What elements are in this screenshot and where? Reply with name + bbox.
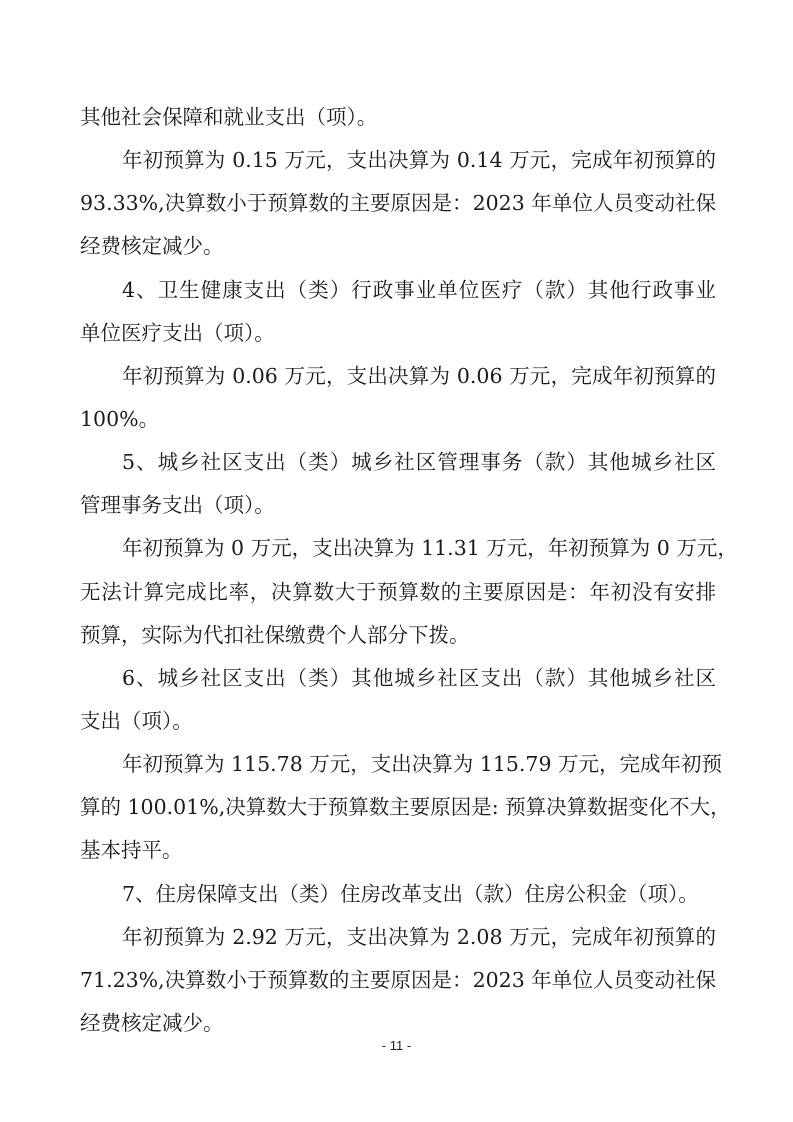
text-line: 年初预算为 115.78 万元，支出决算为 115.79 万元，完成年初预 <box>122 752 723 777</box>
page-number: - 11 - <box>381 1038 412 1053</box>
paragraph <box>80 441 716 527</box>
paragraph <box>80 96 716 139</box>
text-line: 预算，实际为代扣社保缴费个人部分下拨。 <box>80 622 470 647</box>
text-line: 6、城乡社区支出（类）其他城乡社区支出（款）其他城乡社区 <box>122 665 716 690</box>
paragraph <box>80 873 716 916</box>
text-line: 基本持平。 <box>80 838 183 863</box>
paragraph <box>80 527 738 656</box>
text-line: 年初预算为 2.92 万元，支出决算为 2.08 万元，完成年初预算的 <box>122 924 716 949</box>
text-line: 经费核定减少。 <box>80 1010 224 1035</box>
text-line: 71.23%,决算数小于预算数的主要原因是：2023 年单位人员变动社保 <box>80 967 716 992</box>
text-line: 93.33%,决算数小于预算数的主要原因是：2023 年单位人员变动社保 <box>80 191 716 216</box>
text-line: 100%。 <box>80 406 160 431</box>
paragraph <box>80 355 716 441</box>
text-line: 经费核定减少。 <box>80 234 224 259</box>
paragraph <box>80 269 716 355</box>
text-line: 支出（项）。 <box>80 708 193 733</box>
text-line: 年初预算为 0 万元，支出决算为 11.31 万元，年初预算为 0 万元， <box>122 536 738 561</box>
text-line: 管理事务支出（项）。 <box>80 493 275 518</box>
document-body <box>80 96 738 1045</box>
text-line: 其他社会保障和就业支出（项）。 <box>80 105 378 129</box>
text-line: 年初预算为 0.15 万元，支出决算为 0.14 万元，完成年初预算的 <box>122 148 716 173</box>
paragraph <box>80 916 716 1045</box>
text-line: 单位医疗支出（项）。 <box>80 320 275 345</box>
text-line: 4、卫生健康支出（类）行政事业单位医疗（款）其他行政事业 <box>122 277 716 302</box>
text-line: 7、住房保障支出（类）住房改革支出（款）住房公积金（项）。 <box>122 881 699 906</box>
text-line: 年初预算为 0.06 万元，支出决算为 0.06 万元，完成年初预算的 <box>122 363 716 388</box>
paragraph <box>80 139 716 268</box>
paragraph <box>80 657 716 743</box>
text-line: 5、城乡社区支出（类）城乡社区管理事务（款）其他城乡社区 <box>122 450 716 475</box>
text-line: 无法计算完成比率，决算数大于预算数的主要原因是：年初没有安排 <box>80 579 716 604</box>
paragraph <box>80 743 731 872</box>
text-line: 算的 100.01%,决算数大于预算数主要原因是: 预算决算数据变化不大， <box>80 795 731 820</box>
